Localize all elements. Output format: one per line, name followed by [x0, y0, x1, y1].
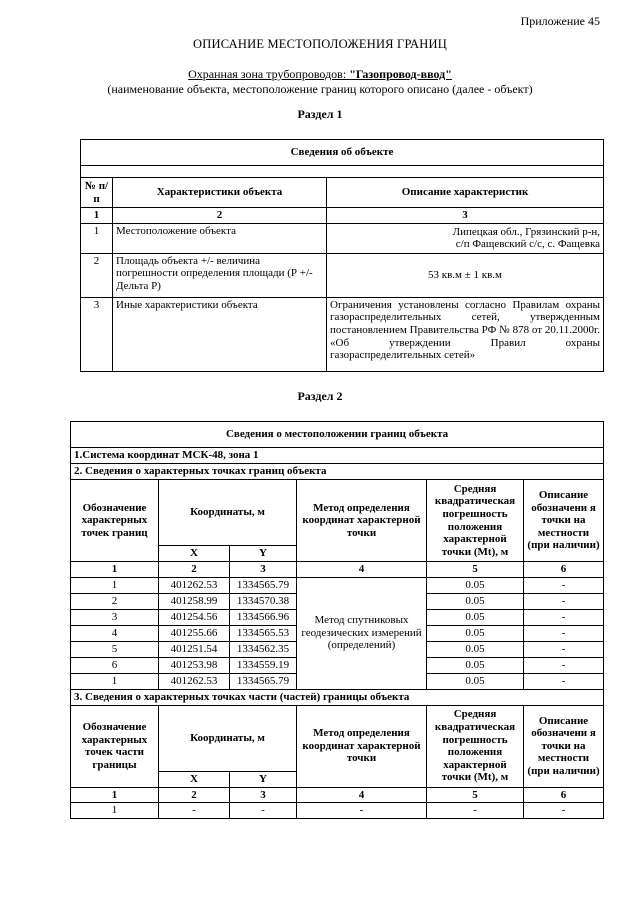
row-num: 1	[81, 223, 113, 253]
point-name: 6	[71, 657, 159, 673]
point-desc: -	[524, 625, 604, 641]
object-name: "Газопровод-ввод"	[349, 67, 452, 81]
col-index: 6	[524, 787, 604, 803]
point-x: 401255.66	[159, 625, 230, 641]
point-y: 1334562.35	[230, 641, 297, 657]
point-name: 1	[71, 577, 159, 593]
object-line	[0, 68, 640, 82]
object-prefix: Охранная зона трубопроводов:	[188, 67, 350, 81]
method-cell: Метод спутниковых геодезических измерений (определений)	[297, 577, 427, 689]
col-index: 1	[71, 787, 159, 803]
document-title: ОПИСАНИЕ МЕСТОПОЛОЖЕНИЯ ГРАНИЦ	[193, 37, 447, 51]
part-point-method: -	[297, 803, 427, 819]
point-err: 0.05	[427, 593, 524, 609]
col-coords-header: Координаты, м	[159, 480, 297, 546]
object-note: (наименование объекта, местоположение границ которого описано (далее - объект)	[107, 82, 533, 96]
coord-system: 1.Система координат МСК-48, зона 1	[71, 448, 604, 464]
point-x: 401262.53	[159, 577, 230, 593]
col-x-header: X	[159, 771, 230, 787]
point-err: 0.05	[427, 657, 524, 673]
point-desc: -	[524, 577, 604, 593]
col-index: 5	[427, 787, 524, 803]
col-desc-header: Описание обозначени я точки на местности (при наличии)	[524, 705, 604, 787]
col-index: 3	[327, 208, 604, 224]
col-index: 3	[230, 787, 297, 803]
col-y-header: Y	[230, 771, 297, 787]
col-y-header: Y	[230, 546, 297, 562]
col-index: 4	[297, 787, 427, 803]
point-y: 1334559.19	[230, 657, 297, 673]
point-x: 401258.99	[159, 593, 230, 609]
row-char: Иные характеристики объекта	[113, 297, 327, 371]
point-err: 0.05	[427, 641, 524, 657]
col-coords-header: Координаты, м	[159, 705, 297, 771]
point-name: 1	[71, 673, 159, 689]
point-err: 0.05	[427, 577, 524, 593]
col-index: 2	[159, 787, 230, 803]
object-info-header: Сведения об объекте	[81, 140, 604, 166]
col-desc-header: Описание обозначени я точки на местности (при наличии)	[524, 480, 604, 562]
section2-title: Раздел 2	[297, 389, 343, 403]
col-index: 1	[81, 208, 113, 224]
row-char: Площадь объекта +/- величина погрешности определения площади (Р +/- Дельта Р)	[113, 253, 327, 297]
row-desc: Ограничения установлены согласно Правилам охраны газораспределительных сетей, утвержденным постановлением Правительства РФ № 878 от 20.11.2000г. «Об утверждении Правил охраны газораспределительных сетей»	[327, 297, 604, 371]
part-point-desc: -	[524, 803, 604, 819]
col-index: 3	[230, 562, 297, 578]
subsection-2: 2. Сведения о характерных точках границ объекта	[71, 464, 604, 480]
col-index: 2	[159, 562, 230, 578]
point-y: 1334565.53	[230, 625, 297, 641]
col-index: 4	[297, 562, 427, 578]
point-desc: -	[524, 641, 604, 657]
row-num: 3	[81, 297, 113, 371]
col-index: 6	[524, 562, 604, 578]
part-point-y: -	[230, 803, 297, 819]
table-row	[71, 577, 604, 593]
col-err-header: Средняя квадратическая погрешность положения характерной точки (Mt), м	[427, 480, 524, 562]
col-err-header: Средняя квадратическая погрешность положения характерной точки (Mt), м	[427, 705, 524, 787]
col-num-header: № п/п	[81, 178, 113, 208]
spacer-row	[81, 166, 604, 178]
point-desc: -	[524, 609, 604, 625]
point-name: 4	[71, 625, 159, 641]
boundary-header: Сведения о местоположении границ объекта	[71, 422, 604, 448]
object-info-table	[80, 139, 604, 372]
point-name: 2	[71, 593, 159, 609]
point-y: 1334566.96	[230, 609, 297, 625]
appendix-label: Приложение 45	[520, 14, 600, 28]
row-desc	[327, 223, 604, 253]
subsection-3: 3. Сведения о характерных точках части (частей) границы объекта	[71, 689, 604, 705]
point-x: 401254.56	[159, 609, 230, 625]
point-err: 0.05	[427, 673, 524, 689]
point-err: 0.05	[427, 609, 524, 625]
point-desc: -	[524, 673, 604, 689]
point-y: 1334565.79	[230, 673, 297, 689]
section1-title: Раздел 1	[297, 107, 343, 121]
col-char-header: Характеристики объекта	[113, 178, 327, 208]
row-char: Местоположение объекта	[113, 223, 327, 253]
part-point-x: -	[159, 803, 230, 819]
location-line2: с/п Фащевский с/с, с. Фащевка	[455, 238, 601, 251]
point-x: 401251.54	[159, 641, 230, 657]
col-method-header: Метод определения координат характерной точки	[297, 705, 427, 787]
point-err: 0.05	[427, 625, 524, 641]
boundary-table	[70, 421, 604, 819]
col-name-header: Обозначение характерных точек границ	[71, 480, 159, 562]
point-y: 1334570.38	[230, 593, 297, 609]
part-point-name: 1	[71, 803, 159, 819]
col-index: 1	[71, 562, 159, 578]
row-desc: 53 кв.м ± 1 кв.м	[327, 253, 604, 297]
point-x: 401262.53	[159, 673, 230, 689]
point-name: 5	[71, 641, 159, 657]
part-point-err: -	[427, 803, 524, 819]
col-method-header: Метод определения координат характерной точки	[297, 480, 427, 562]
point-y: 1334565.79	[230, 577, 297, 593]
col-index: 2	[113, 208, 327, 224]
row-num: 2	[81, 253, 113, 297]
col-index: 5	[427, 562, 524, 578]
col-desc-header: Описание характеристик	[327, 178, 604, 208]
location-line1: Липецкая обл., Грязинский р-н,	[452, 225, 601, 238]
point-x: 401253.98	[159, 657, 230, 673]
point-desc: -	[524, 593, 604, 609]
table-row	[71, 803, 604, 819]
point-desc: -	[524, 657, 604, 673]
col-name-part-header: Обозначение характерных точек части границы	[71, 705, 159, 787]
point-name: 3	[71, 609, 159, 625]
col-x-header: X	[159, 546, 230, 562]
